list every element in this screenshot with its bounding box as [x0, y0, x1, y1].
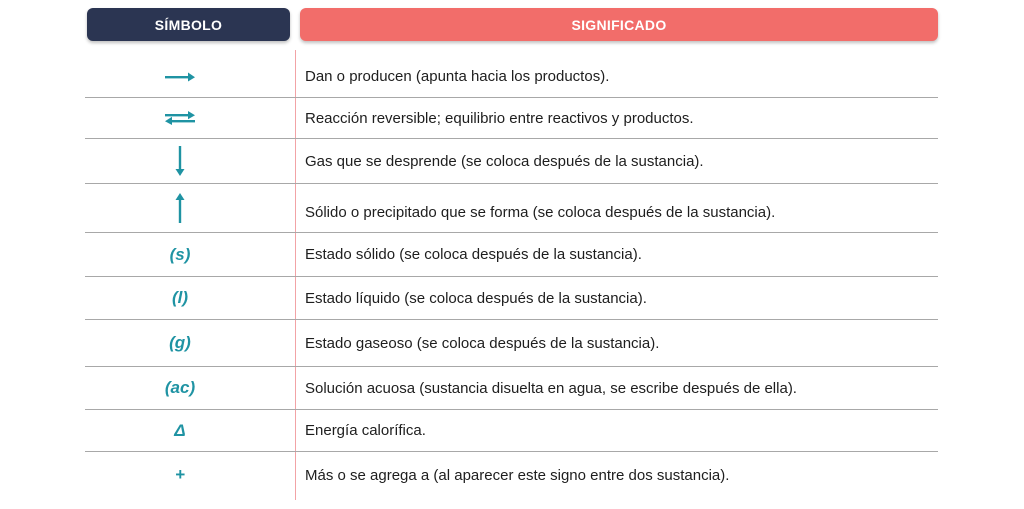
row-meaning: Solución acuosa (sustancia disuelta en agua, se escribe después de ella).	[305, 379, 797, 397]
table-row	[85, 184, 938, 232]
row-meaning: Reacción reversible; equilibrio entre reactivos y productos.	[305, 109, 694, 127]
table-row	[85, 367, 938, 409]
table-row	[85, 233, 938, 276]
gas-state-symbol: (g)	[169, 333, 191, 352]
heat-delta-symbol: Δ	[174, 420, 186, 440]
equilibrium-arrows-icon	[85, 98, 275, 138]
row-meaning: Gas que se desprende (se coloca después de la sustancia).	[305, 152, 704, 170]
aqueous-state-symbol: (ac)	[164, 378, 196, 397]
table-row	[85, 139, 938, 183]
table-row	[85, 277, 938, 319]
plus-symbol: +	[175, 465, 185, 484]
table-row	[85, 56, 938, 97]
up-arrow-icon	[85, 184, 275, 232]
table-row	[85, 98, 938, 138]
row-meaning: Estado sólido (se coloca después de la sustancia).	[305, 246, 642, 263]
row-meaning: Sólido o precipitado que se forma (se coloca después de la sustancia).	[305, 203, 776, 221]
right-arrow-icon	[85, 56, 275, 97]
row-meaning: Estado líquido (se coloca después de la sustancia).	[305, 289, 647, 307]
row-meaning: Dan o producen (apunta hacia los productos).	[305, 68, 610, 85]
row-meaning: Estado gaseoso (se coloca después de la sustancia).	[305, 334, 660, 352]
symbol-column-header: SÍMBOLO	[87, 8, 290, 41]
meaning-column-header: SIGNIFICADO	[300, 8, 938, 41]
table-row	[85, 452, 938, 498]
row-meaning: Energía calorífica.	[305, 422, 426, 439]
table-row	[85, 320, 938, 366]
row-meaning: Más o se agrega a (al aparecer este signo entre dos sustancia).	[305, 466, 730, 484]
solid-state-symbol: (s)	[169, 244, 191, 264]
down-arrow-icon	[85, 139, 275, 183]
table-row	[85, 410, 938, 451]
liquid-state-symbol: (l)	[171, 288, 189, 307]
